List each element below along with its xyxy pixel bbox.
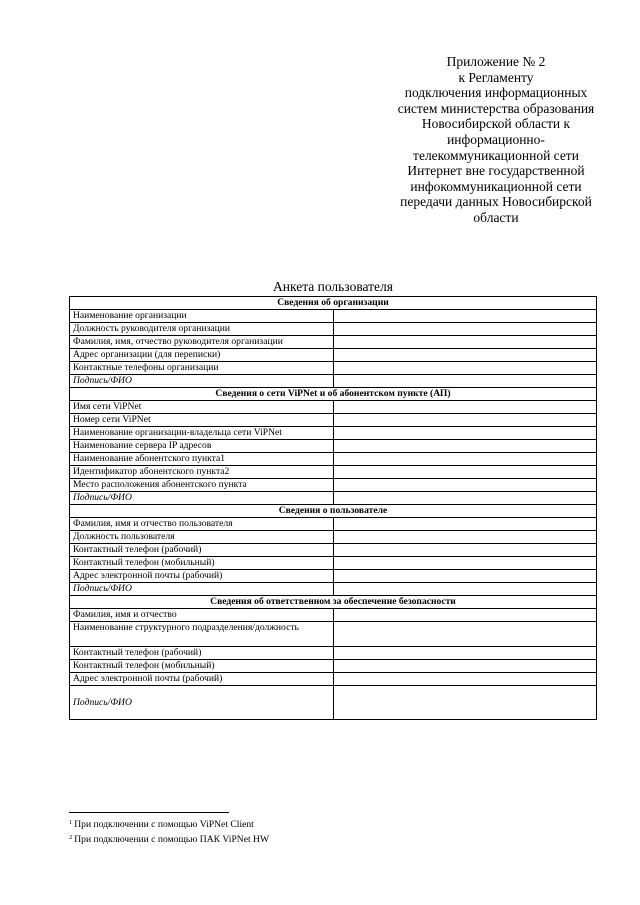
- field-value-cell[interactable]: [333, 427, 597, 440]
- field-label: Контактный телефон (мобильный): [70, 660, 334, 673]
- header-line: информационно-: [447, 131, 545, 147]
- table-row: [70, 401, 597, 414]
- signature-row: [70, 686, 597, 720]
- field-value-cell[interactable]: [333, 673, 597, 686]
- form-title: Анкета пользователя: [273, 279, 393, 294]
- header-line: Новосибирской области к: [421, 116, 571, 132]
- signature-row: [70, 375, 597, 388]
- signature-row: [70, 492, 597, 505]
- section-header-row: [70, 297, 597, 310]
- table-row: [70, 310, 597, 323]
- header-line: области: [473, 209, 519, 225]
- field-label: Контактный телефон (рабочий): [70, 647, 334, 660]
- field-label: Номер сети ViPNet: [70, 414, 334, 427]
- field-value-cell[interactable]: [333, 660, 597, 673]
- field-value-cell[interactable]: [333, 310, 597, 323]
- field-value-cell[interactable]: [333, 349, 597, 362]
- footnote-text: При подключении с помощью ПАК ViPNet HW: [74, 833, 270, 845]
- field-label: Место расположения абонентского пункта: [70, 479, 334, 492]
- field-value-cell[interactable]: [333, 518, 597, 531]
- table-row: [70, 414, 597, 427]
- field-label: Фамилия, имя, отчество руководителя организации: [70, 336, 334, 349]
- field-value-cell[interactable]: [333, 609, 597, 622]
- table-row: [70, 518, 597, 531]
- header-line: инфокоммуникационной сети: [410, 178, 582, 194]
- field-value-cell[interactable]: [333, 440, 597, 453]
- signature-label: Подпись/ФИО: [70, 686, 334, 720]
- footnote: [69, 817, 269, 832]
- table-row: [70, 440, 597, 453]
- field-value-cell[interactable]: [333, 323, 597, 336]
- header-line: Интернет вне государственной: [407, 163, 585, 179]
- field-label: Наименование сервера IP адресов: [70, 440, 334, 453]
- field-value-cell[interactable]: [333, 414, 597, 427]
- field-label: Наименование структурного подразделения/должность: [70, 622, 334, 647]
- signature-cell[interactable]: [333, 583, 597, 596]
- footnotes: [69, 817, 269, 846]
- section-header-row: [70, 388, 597, 401]
- field-label: Идентификатор абонентского пункта2: [70, 466, 334, 479]
- signature-cell[interactable]: [333, 686, 597, 720]
- field-value-cell[interactable]: [333, 622, 597, 647]
- footnote-text: При подключении с помощью ViPNet Client: [74, 819, 254, 830]
- section-heading: Сведения о сети ViPNet и об абонентском пункте (АП): [70, 388, 597, 401]
- table-row: [70, 544, 597, 557]
- field-value-cell[interactable]: [333, 557, 597, 570]
- table-row: [70, 609, 597, 622]
- table-row: [70, 453, 597, 466]
- header-line: подключения информационных: [404, 85, 588, 101]
- footnote-mark: 2: [69, 833, 73, 841]
- field-label: Фамилия, имя и отчество: [70, 609, 334, 622]
- field-value-cell[interactable]: [333, 479, 597, 492]
- user-form-table: [69, 296, 597, 720]
- section-heading: Сведения о пользователе: [70, 505, 597, 518]
- table-row: [70, 570, 597, 583]
- table-row: [70, 427, 597, 440]
- header-line: систем министерства образования: [397, 100, 595, 116]
- table-row: [70, 531, 597, 544]
- table-row: [70, 349, 597, 362]
- field-value-cell[interactable]: [333, 531, 597, 544]
- table-row: [70, 660, 597, 673]
- signature-label: Подпись/ФИО: [70, 583, 334, 596]
- appendix-header: [378, 54, 614, 226]
- field-value-cell[interactable]: [333, 570, 597, 583]
- field-label: Наименование абонентского пункта1: [70, 453, 334, 466]
- field-label: Контактные телефоны организации: [70, 362, 334, 375]
- signature-label: Подпись/ФИО: [70, 375, 334, 388]
- footnote-divider: [69, 812, 229, 813]
- table-row: [70, 466, 597, 479]
- signature-label: Подпись/ФИО: [70, 492, 334, 505]
- footnote-mark: 1: [69, 819, 73, 826]
- field-label: Контактный телефон (рабочий): [70, 544, 334, 557]
- table-row: [70, 362, 597, 375]
- field-value-cell[interactable]: [333, 544, 597, 557]
- table-row: [70, 647, 597, 660]
- field-value-cell[interactable]: [333, 453, 597, 466]
- section-header-row: [70, 505, 597, 518]
- field-value-cell[interactable]: [333, 647, 597, 660]
- section-heading: Сведения об организации: [70, 297, 597, 310]
- field-label: Наименование организации: [70, 310, 334, 323]
- section-heading: Сведения об ответственном за обеспечение безопасности: [70, 596, 597, 609]
- table-row: [70, 323, 597, 336]
- header-line: телекоммуникационной сети: [413, 147, 579, 163]
- field-label: Адрес электронной почты (рабочий): [70, 673, 334, 686]
- field-label: Имя сети ViPNet: [70, 401, 334, 414]
- field-label: Должность руководителя организации: [70, 323, 334, 336]
- field-value-cell[interactable]: [333, 362, 597, 375]
- field-label: Фамилия, имя и отчество пользователя: [70, 518, 334, 531]
- table-row: [70, 557, 597, 570]
- signature-cell[interactable]: [333, 492, 597, 505]
- field-value-cell[interactable]: [333, 336, 597, 349]
- field-value-cell[interactable]: [333, 401, 597, 414]
- field-value-cell[interactable]: [333, 466, 597, 479]
- table-row: [70, 336, 597, 349]
- signature-cell[interactable]: [333, 375, 597, 388]
- field-label: Должность пользователя: [70, 531, 334, 544]
- field-label: Контактный телефон (мобильный): [70, 557, 334, 570]
- footnote: [69, 832, 269, 847]
- table-row: [70, 673, 597, 686]
- signature-row: [70, 583, 597, 596]
- table-row: [70, 622, 597, 647]
- header-line: передачи данных Новосибирской: [400, 194, 592, 210]
- field-label: Адрес электронной почты (рабочий): [70, 570, 334, 583]
- table-row: [70, 479, 597, 492]
- field-label: Адрес организации (для переписки): [70, 349, 334, 362]
- header-line: Приложение № 2: [446, 54, 546, 69]
- section-header-row: [70, 596, 597, 609]
- header-line: к Регламенту: [458, 69, 534, 85]
- field-label: Наименование организации-владельца сети ViPNet: [70, 427, 334, 440]
